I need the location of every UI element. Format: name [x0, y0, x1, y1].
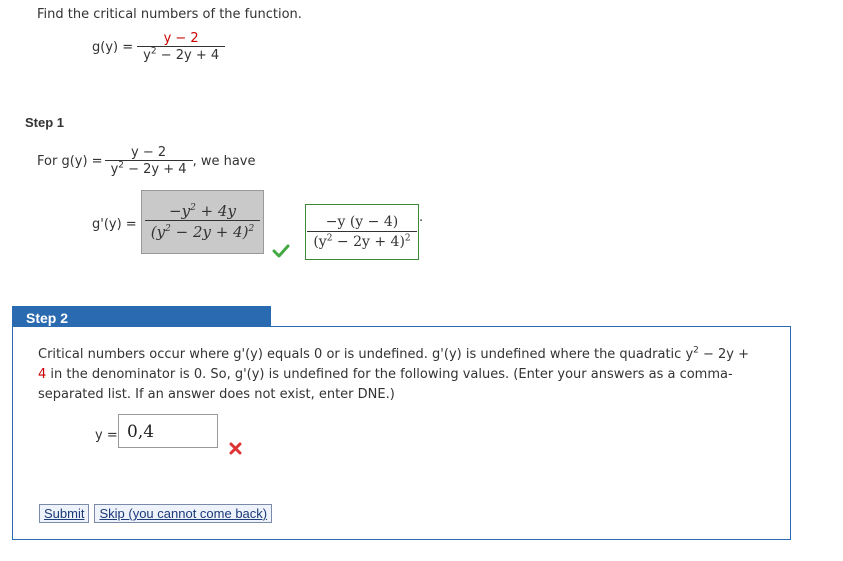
instructions-part-b: − 2y +	[698, 347, 750, 362]
den-rest: − 2y + 4)	[170, 222, 249, 241]
step1-title: Step 1	[25, 115, 65, 130]
function-lhs: g(y) =	[92, 40, 134, 55]
submit-button[interactable]: Submit	[39, 504, 89, 523]
den-outer-exp: 2	[248, 223, 255, 234]
num-exp: 2	[190, 202, 196, 213]
answer-label: y =	[95, 428, 118, 443]
step2-panel	[12, 326, 791, 540]
den-base: y	[110, 162, 119, 177]
step1-function	[37, 145, 256, 178]
skip-button[interactable]: Skip (you cannot come back)	[94, 504, 272, 523]
correct-answer-fraction	[307, 213, 416, 252]
instructions-exp: 2	[693, 345, 699, 356]
answer-input[interactable]: 0,4	[118, 414, 218, 448]
step1-for-text: For g(y) =	[37, 154, 103, 169]
den-exp: 2	[118, 160, 124, 171]
student-answer-numerator	[163, 202, 242, 220]
den-rest: − 2y + 4	[124, 162, 187, 177]
instructions-line3: separated list. If an answer does not exist, enter DNE.)	[38, 387, 395, 402]
step2-instructions	[38, 345, 778, 405]
cross-icon	[229, 442, 242, 459]
student-answer-fraction	[145, 202, 260, 243]
num-part: −y	[169, 201, 191, 220]
student-answer-denominator	[145, 220, 260, 243]
step1-numerator: y − 2	[131, 145, 167, 160]
instructions-line2: in the denominator is 0. So, g'(y) is undefined for the following values. (Enter your answers as a comma-	[46, 367, 733, 382]
step1-fraction	[105, 145, 193, 178]
instructions-part-a: Critical numbers occur where g'(y) equals 0 or is undefined. g'(y) is undefined where the quadratic y	[38, 347, 694, 362]
num-rest: + 4y	[195, 201, 236, 220]
check-icon	[272, 244, 290, 262]
step1-we-have: , we have	[192, 154, 256, 169]
correct-answer-numerator: −y (y − 4)	[325, 213, 399, 230]
correct-answer-period: .	[419, 210, 424, 225]
step2-header: Step 2	[12, 306, 271, 330]
derivative-lhs: g'(y) =	[92, 217, 137, 232]
den-part: (y	[313, 233, 327, 250]
problem-function	[92, 31, 225, 64]
den-rest: − 2y + 4	[156, 48, 220, 63]
correct-answer-box	[305, 204, 419, 260]
correct-answer-denominator	[307, 231, 416, 252]
den-base: y	[143, 48, 151, 63]
den-part: (y	[150, 222, 166, 241]
den-rest: − 2y + 4)	[332, 233, 405, 250]
function-denominator	[137, 46, 225, 64]
den-exp: 2	[150, 46, 157, 57]
den-exp: 2	[165, 223, 171, 234]
instructions-red-four: 4	[38, 367, 47, 382]
step2-buttons	[39, 504, 272, 523]
function-numerator: y − 2	[163, 31, 199, 46]
student-answer-box	[141, 190, 264, 254]
problem-prompt: Find the critical numbers of the function.	[37, 7, 302, 22]
den-outer-exp: 2	[404, 232, 411, 243]
function-fraction	[137, 31, 225, 64]
step1-denominator	[105, 160, 193, 178]
den-exp: 2	[326, 232, 333, 243]
